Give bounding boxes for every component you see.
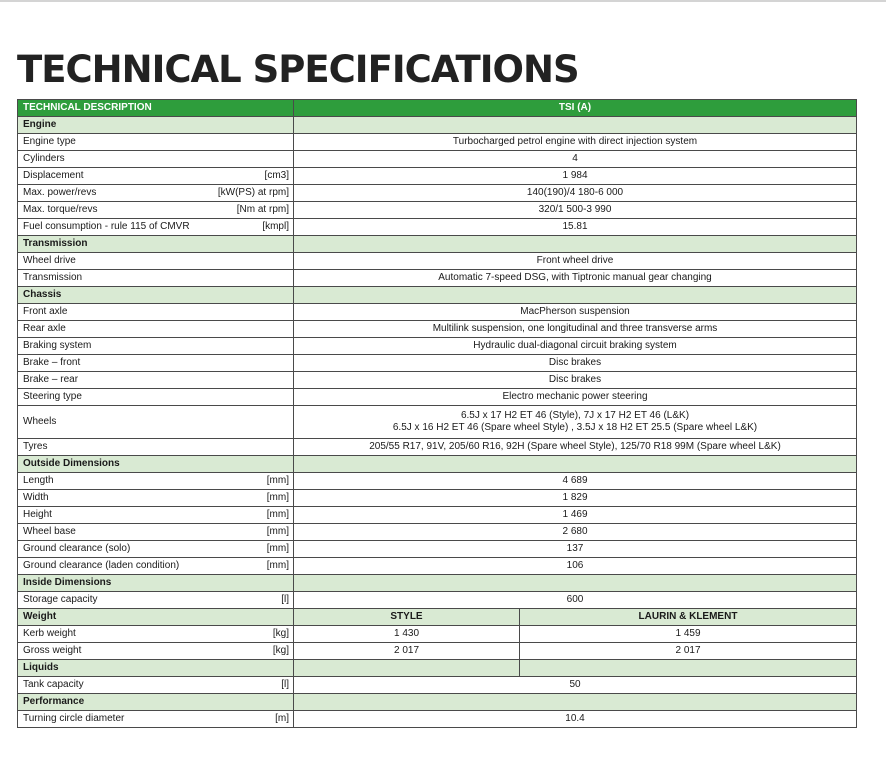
section-row-weight <box>18 609 857 626</box>
header-technical-description: TECHNICAL DESCRIPTION <box>18 100 294 117</box>
spec-value: Automatic 7-speed DSG, with Tiptronic manual gear changing <box>294 270 857 287</box>
section-row-chassis <box>18 287 857 304</box>
spec-label: Height [mm] <box>18 507 294 524</box>
spec-value: Hydraulic dual-diagonal circuit braking system <box>294 338 857 355</box>
spec-label: Wheel drive <box>18 253 294 270</box>
table-row <box>18 558 857 575</box>
spec-value-lk: 1 459 <box>520 626 857 643</box>
table-row <box>18 253 857 270</box>
table-row <box>18 219 857 236</box>
spec-label: Tyres <box>18 439 294 456</box>
spec-label: Wheel base [mm] <box>18 524 294 541</box>
spec-value: 1 829 <box>294 490 857 507</box>
spec-label: Fuel consumption - rule 115 of CMVR [kmpl] <box>18 219 294 236</box>
section-row-engine <box>18 117 857 134</box>
table-row <box>18 592 857 609</box>
spec-label: Turning circle diameter [m] <box>18 711 294 728</box>
table-row <box>18 490 857 507</box>
spec-value: 4 689 <box>294 473 857 490</box>
section-title: Inside Dimensions <box>18 575 294 592</box>
table-row <box>18 406 857 439</box>
spec-label: Wheels <box>18 406 294 439</box>
table-row <box>18 338 857 355</box>
spec-label: Width [mm] <box>18 490 294 507</box>
table-header-row <box>18 100 857 117</box>
spec-value: Electro mechanic power steering <box>294 389 857 406</box>
spec-value: MacPherson suspension <box>294 304 857 321</box>
spec-label: Braking system <box>18 338 294 355</box>
section-title: Weight <box>18 609 294 626</box>
spec-value: 50 <box>294 677 857 694</box>
spec-label: Cylinders <box>18 151 294 168</box>
spec-value: 205/55 R17, 91V, 205/60 R16, 92H (Spare wheel Style), 125/70 R18 99M (Spare wheel L&K) <box>294 439 857 456</box>
spec-label: Engine type <box>18 134 294 151</box>
header-variant: TSI (A) <box>294 100 857 117</box>
table-row <box>18 524 857 541</box>
section-row-liquids <box>18 660 857 677</box>
section-title: Outside Dimensions <box>18 456 294 473</box>
spec-label: Front axle <box>18 304 294 321</box>
section-title: Liquids <box>18 660 294 677</box>
spec-label: Steering type <box>18 389 294 406</box>
section-row-outside-dimensions <box>18 456 857 473</box>
spec-label: Kerb weight [kg] <box>18 626 294 643</box>
section-title: Performance <box>18 694 294 711</box>
table-row <box>18 372 857 389</box>
section-row-inside-dimensions <box>18 575 857 592</box>
spec-label: Ground clearance (laden condition) [mm] <box>18 558 294 575</box>
spec-label: Displacement [cm3] <box>18 168 294 185</box>
spec-label: Storage capacity [l] <box>18 592 294 609</box>
spec-label: Max. torque/revs [Nm at rpm] <box>18 202 294 219</box>
top-rule <box>0 0 886 2</box>
spec-value: Front wheel drive <box>294 253 857 270</box>
spec-value-style: 2 017 <box>294 643 520 660</box>
spec-value: 137 <box>294 541 857 558</box>
page-title: TECHNICAL SPECIFICATIONS <box>17 48 579 91</box>
spec-label: Tank capacity [l] <box>18 677 294 694</box>
spec-value-style: 1 430 <box>294 626 520 643</box>
spec-value: 2 680 <box>294 524 857 541</box>
spec-value: 1 984 <box>294 168 857 185</box>
table-row <box>18 389 857 406</box>
column-style: STYLE <box>294 609 520 626</box>
column-laurin-klement: LAURIN & KLEMENT <box>520 609 857 626</box>
table-row <box>18 168 857 185</box>
table-row <box>18 355 857 372</box>
spec-value: 15.81 <box>294 219 857 236</box>
table-row <box>18 270 857 287</box>
spec-label: Gross weight [kg] <box>18 643 294 660</box>
table-row <box>18 626 857 643</box>
spec-value: Multilink suspension, one longitudinal and three transverse arms <box>294 321 857 338</box>
spec-label: Transmission <box>18 270 294 287</box>
table-row <box>18 151 857 168</box>
spec-value: 320/1 500-3 990 <box>294 202 857 219</box>
spec-value: 106 <box>294 558 857 575</box>
section-title: Transmission <box>18 236 294 253</box>
spec-value: Turbocharged petrol engine with direct injection system <box>294 134 857 151</box>
table-row <box>18 541 857 558</box>
spec-value: Disc brakes <box>294 372 857 389</box>
table-row <box>18 202 857 219</box>
table-row <box>18 507 857 524</box>
spec-value: 600 <box>294 592 857 609</box>
spec-value-lk: 2 017 <box>520 643 857 660</box>
table-row <box>18 321 857 338</box>
spec-value: Disc brakes <box>294 355 857 372</box>
table-row <box>18 134 857 151</box>
spec-label: Length [mm] <box>18 473 294 490</box>
spec-label: Brake – rear <box>18 372 294 389</box>
spec-value: 10.4 <box>294 711 857 728</box>
table-row <box>18 711 857 728</box>
specifications-table <box>17 99 857 728</box>
section-title: Engine <box>18 117 294 134</box>
table-row <box>18 677 857 694</box>
spec-value: 6.5J x 17 H2 ET 46 (Style), 7J x 17 H2 ET 46 (L&K) 6.5J x 16 H2 ET 46 (Spare wheel Style) , 3.5J x 18 H2 ET 25.5 (Spare wheel L&K) <box>294 406 857 439</box>
spec-label: Ground clearance (solo) [mm] <box>18 541 294 558</box>
spec-value: 140(190)/4 180-6 000 <box>294 185 857 202</box>
spec-value: 1 469 <box>294 507 857 524</box>
table-row <box>18 473 857 490</box>
section-title: Chassis <box>18 287 294 304</box>
spec-label: Max. power/revs [kW(PS) at rpm] <box>18 185 294 202</box>
table-row <box>18 643 857 660</box>
table-row <box>18 439 857 456</box>
spec-label: Brake – front <box>18 355 294 372</box>
section-row-performance <box>18 694 857 711</box>
spec-label: Rear axle <box>18 321 294 338</box>
table-row <box>18 304 857 321</box>
table-row <box>18 185 857 202</box>
section-row-transmission <box>18 236 857 253</box>
spec-value: 4 <box>294 151 857 168</box>
